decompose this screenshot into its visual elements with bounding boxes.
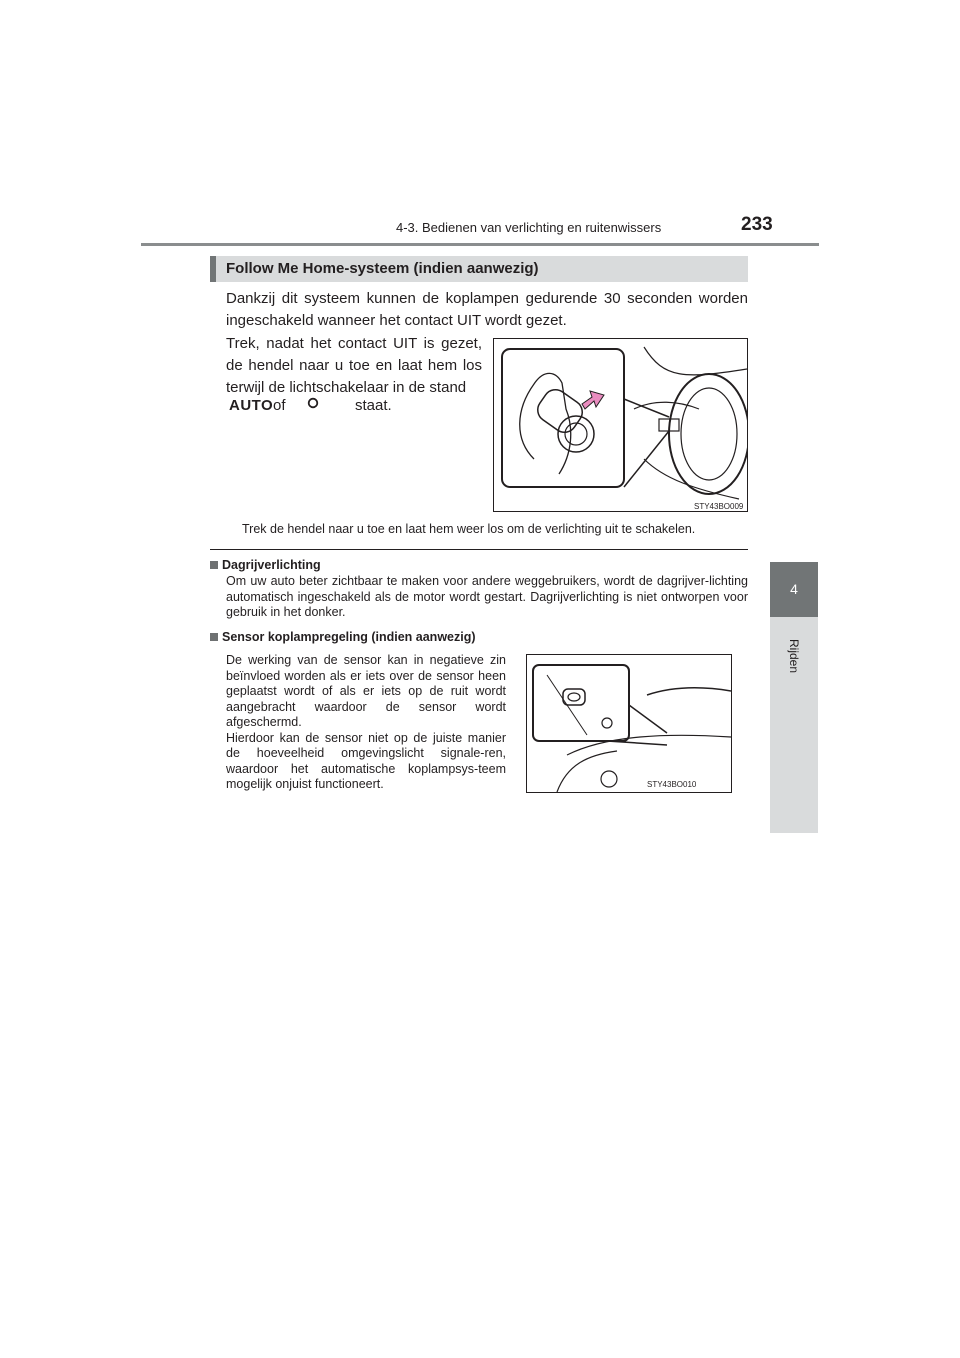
word-staat: staat. bbox=[355, 397, 392, 414]
chapter-tab-label: Rijden bbox=[787, 638, 801, 674]
illustration-code: STY43BO010 bbox=[647, 780, 697, 789]
sensor-illustration bbox=[526, 654, 732, 793]
auto-switch-symbol: AUTO bbox=[229, 397, 274, 414]
note-heading-headlight-sensor: Sensor koplampregeling (indien aanwezig) bbox=[210, 630, 476, 644]
section-heading bbox=[210, 256, 748, 282]
section-intro: Dankzij dit systeem kunnen de koplampen gedurende 30 seconden worden ingeschakeld wanneer het contact UIT wordt gezet. bbox=[226, 290, 748, 329]
note-heading-daytime-lights: Dagrijverlichting bbox=[210, 558, 321, 572]
note-text-headlight-sensor: De werking van de sensor kan in negatieve zin beïnvloed worden als er iets over de sensor heen geplaatst wordt of als er iets op de ruit wordt aangebracht waardoor de sensor wordt afgeschermd. Hierdoor kan de sensor niet op de juiste manier de hoeveelheid omgevingslicht signale-ren, waardoor het automatische koplampsys-teem mogelijk onjuist functioneert. bbox=[226, 653, 506, 791]
lever-illustration bbox=[493, 338, 748, 512]
section-title: Follow Me Home-systeem (indien aanwezig) bbox=[226, 260, 539, 277]
illustration-code: STY43BO009 bbox=[694, 502, 744, 511]
chapter-tab bbox=[770, 562, 818, 617]
note-text-daytime-lights: Om uw auto beter zichtbaar te maken voor andere weggebruikers, wordt de dagrijver-lichting automatisch ingeschakeld als de motor wordt gestart. Dagrijverlichting is niet ontworpen voor gebruik in het donker. bbox=[226, 574, 748, 619]
section-heading-bar bbox=[210, 256, 216, 282]
square-bullet-icon bbox=[210, 633, 218, 641]
chapter-title: 4-3. Bedienen van verlichting en ruitenwissers bbox=[396, 220, 662, 235]
illustration-caption: Trek de hendel naar u toe en laat hem weer los om de verlichting uit te schakelen. bbox=[242, 522, 696, 536]
page-number: 233 bbox=[741, 214, 773, 235]
section-instruction: Trek, nadat het contact UIT is gezet, de hendel naar u toe en laat hem los terwijl de lichtschakelaar in de stand bbox=[226, 335, 482, 396]
header-divider bbox=[141, 243, 819, 246]
light-switch-position-icon bbox=[306, 394, 320, 416]
square-bullet-icon bbox=[210, 561, 218, 569]
chapter-tab-number: 4 bbox=[790, 581, 798, 597]
section-divider bbox=[210, 549, 748, 550]
word-of: of bbox=[273, 397, 286, 414]
